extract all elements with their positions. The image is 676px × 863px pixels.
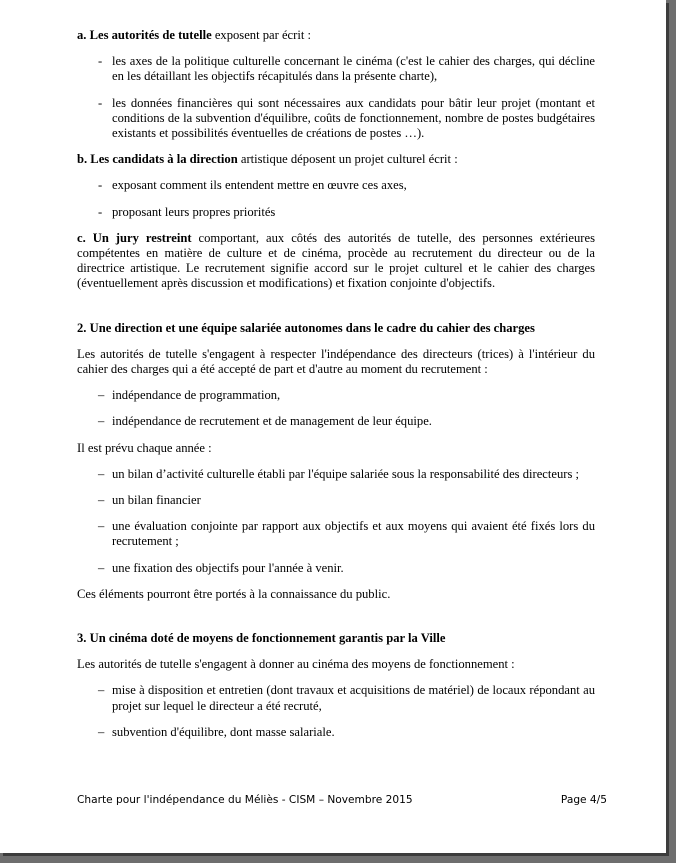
bullet-marker: – bbox=[98, 724, 105, 739]
list-item bbox=[77, 205, 595, 220]
list-item bbox=[77, 683, 595, 713]
section-2-heading: 2. Une direction et une équipe salariée autonomes dans le cadre du cahier des charges bbox=[77, 320, 535, 335]
list-item-text: indépendance de recrutement et de management de leur équipe. bbox=[112, 414, 432, 429]
section-a-text: exposent par écrit : bbox=[211, 28, 311, 42]
list-item bbox=[77, 54, 595, 84]
bullet-marker: - bbox=[98, 95, 103, 110]
list-item bbox=[77, 178, 595, 193]
section-b-label: b. Les candidats à la direction bbox=[77, 152, 238, 167]
list-item bbox=[77, 519, 595, 549]
page-number: Page 4/5 bbox=[560, 794, 607, 806]
list-item bbox=[77, 96, 595, 142]
section-c-text: comportant, aux côtés des autorités de tutelle, des personnes extérieures compétentes en matière de culture et de cinéma, procède au recrutement du directeur ou de la directrice artistique. Le recrutement signifie accord sur le projet culturel et le cahier des charges (éventuellement après discussion et modifications) et fixation conjointe d'objectifs. bbox=[77, 230, 595, 291]
section-a-intro bbox=[77, 28, 595, 43]
section-3-heading: 3. Un cinéma doté de moyens de fonctionnement garantis par la Ville bbox=[77, 631, 446, 646]
list-item-text: les données financières qui sont nécessaires aux candidats pour bâtir leur projet (montant et conditions de la subvention d'équilibre, coûts de fonctionnement, nombre de postes budgétaires existants et possibilités éventuelles de créations de postes …). bbox=[112, 95, 595, 141]
bullet-marker: - bbox=[98, 178, 103, 193]
list-item-text: un bilan d’activité culturelle établi par l'équipe salariée sous la responsabilité des directeurs ; bbox=[112, 466, 580, 481]
list-item-text: une fixation des objectifs pour l'année à venir. bbox=[112, 560, 344, 575]
list-item bbox=[77, 561, 595, 576]
bullet-marker: – bbox=[98, 414, 105, 429]
list-item bbox=[77, 725, 595, 740]
bullet-marker: - bbox=[98, 204, 103, 219]
section-2-intro-2: Il est prévu chaque année : bbox=[77, 440, 212, 455]
section-2-intro: Les autorités de tutelle s'engagent à respecter l'indépendance des directeurs (trices) à l'intérieur du cahier des charges qui a été accepté de part et d'autre au moment du recrutement : bbox=[77, 346, 595, 377]
list-item-text: une évaluation conjointe par rapport aux objectifs et aux moyens qui avaient été fixés lors du recrutement ; bbox=[112, 519, 595, 549]
bullet-marker: – bbox=[98, 519, 105, 534]
list-item-text: un bilan financier bbox=[112, 493, 201, 508]
list-item-text: indépendance de programmation, bbox=[112, 388, 281, 403]
page-body bbox=[77, 28, 595, 751]
section-b-text: artistique déposent un projet culturel écrit : bbox=[237, 152, 458, 167]
section-c-label: c. Un jury restreint bbox=[77, 230, 192, 245]
list-item bbox=[77, 467, 595, 482]
bullet-marker: - bbox=[98, 54, 103, 69]
spacer bbox=[77, 303, 595, 321]
spacer bbox=[77, 613, 595, 631]
section-a-label: a. Les autorités de tutelle bbox=[77, 28, 212, 42]
bullet-marker: – bbox=[98, 493, 105, 508]
footer-title: Charte pour l'indépendance du Méliès - CISM – Novembre 2015 bbox=[77, 794, 413, 806]
bullet-marker: – bbox=[98, 466, 105, 481]
section-2-closing: Ces éléments pourront être portés à la connaissance du public. bbox=[77, 586, 391, 601]
list-item-text: les axes de la politique culturelle concernant le cinéma (c'est le cahier des charges, qui décline en les détaillant les objectifs récapitulés dans la présente charte), bbox=[112, 54, 595, 84]
section-c-paragraph bbox=[77, 231, 595, 292]
list-item bbox=[77, 388, 595, 403]
list-item-text: mise à disposition et entretien (dont travaux et acquisitions de matériel) de locaux répondant au projet sur lequel le directeur a été recruté, bbox=[112, 683, 595, 713]
page-footer bbox=[77, 794, 607, 806]
bullet-marker: – bbox=[98, 560, 105, 575]
list-item-text: proposant leurs propres priorités bbox=[112, 204, 276, 219]
list-item-text: subvention d'équilibre, dont masse salariale. bbox=[112, 724, 335, 739]
section-3-intro: Les autorités de tutelle s'engagent à donner au cinéma des moyens de fonctionnement : bbox=[77, 657, 515, 672]
list-item-text: exposant comment ils entendent mettre en œuvre ces axes, bbox=[112, 178, 407, 193]
bullet-marker: – bbox=[98, 388, 105, 403]
list-item bbox=[77, 493, 595, 508]
bullet-marker: – bbox=[98, 683, 105, 698]
section-b-intro bbox=[77, 152, 595, 167]
list-item bbox=[77, 414, 595, 429]
